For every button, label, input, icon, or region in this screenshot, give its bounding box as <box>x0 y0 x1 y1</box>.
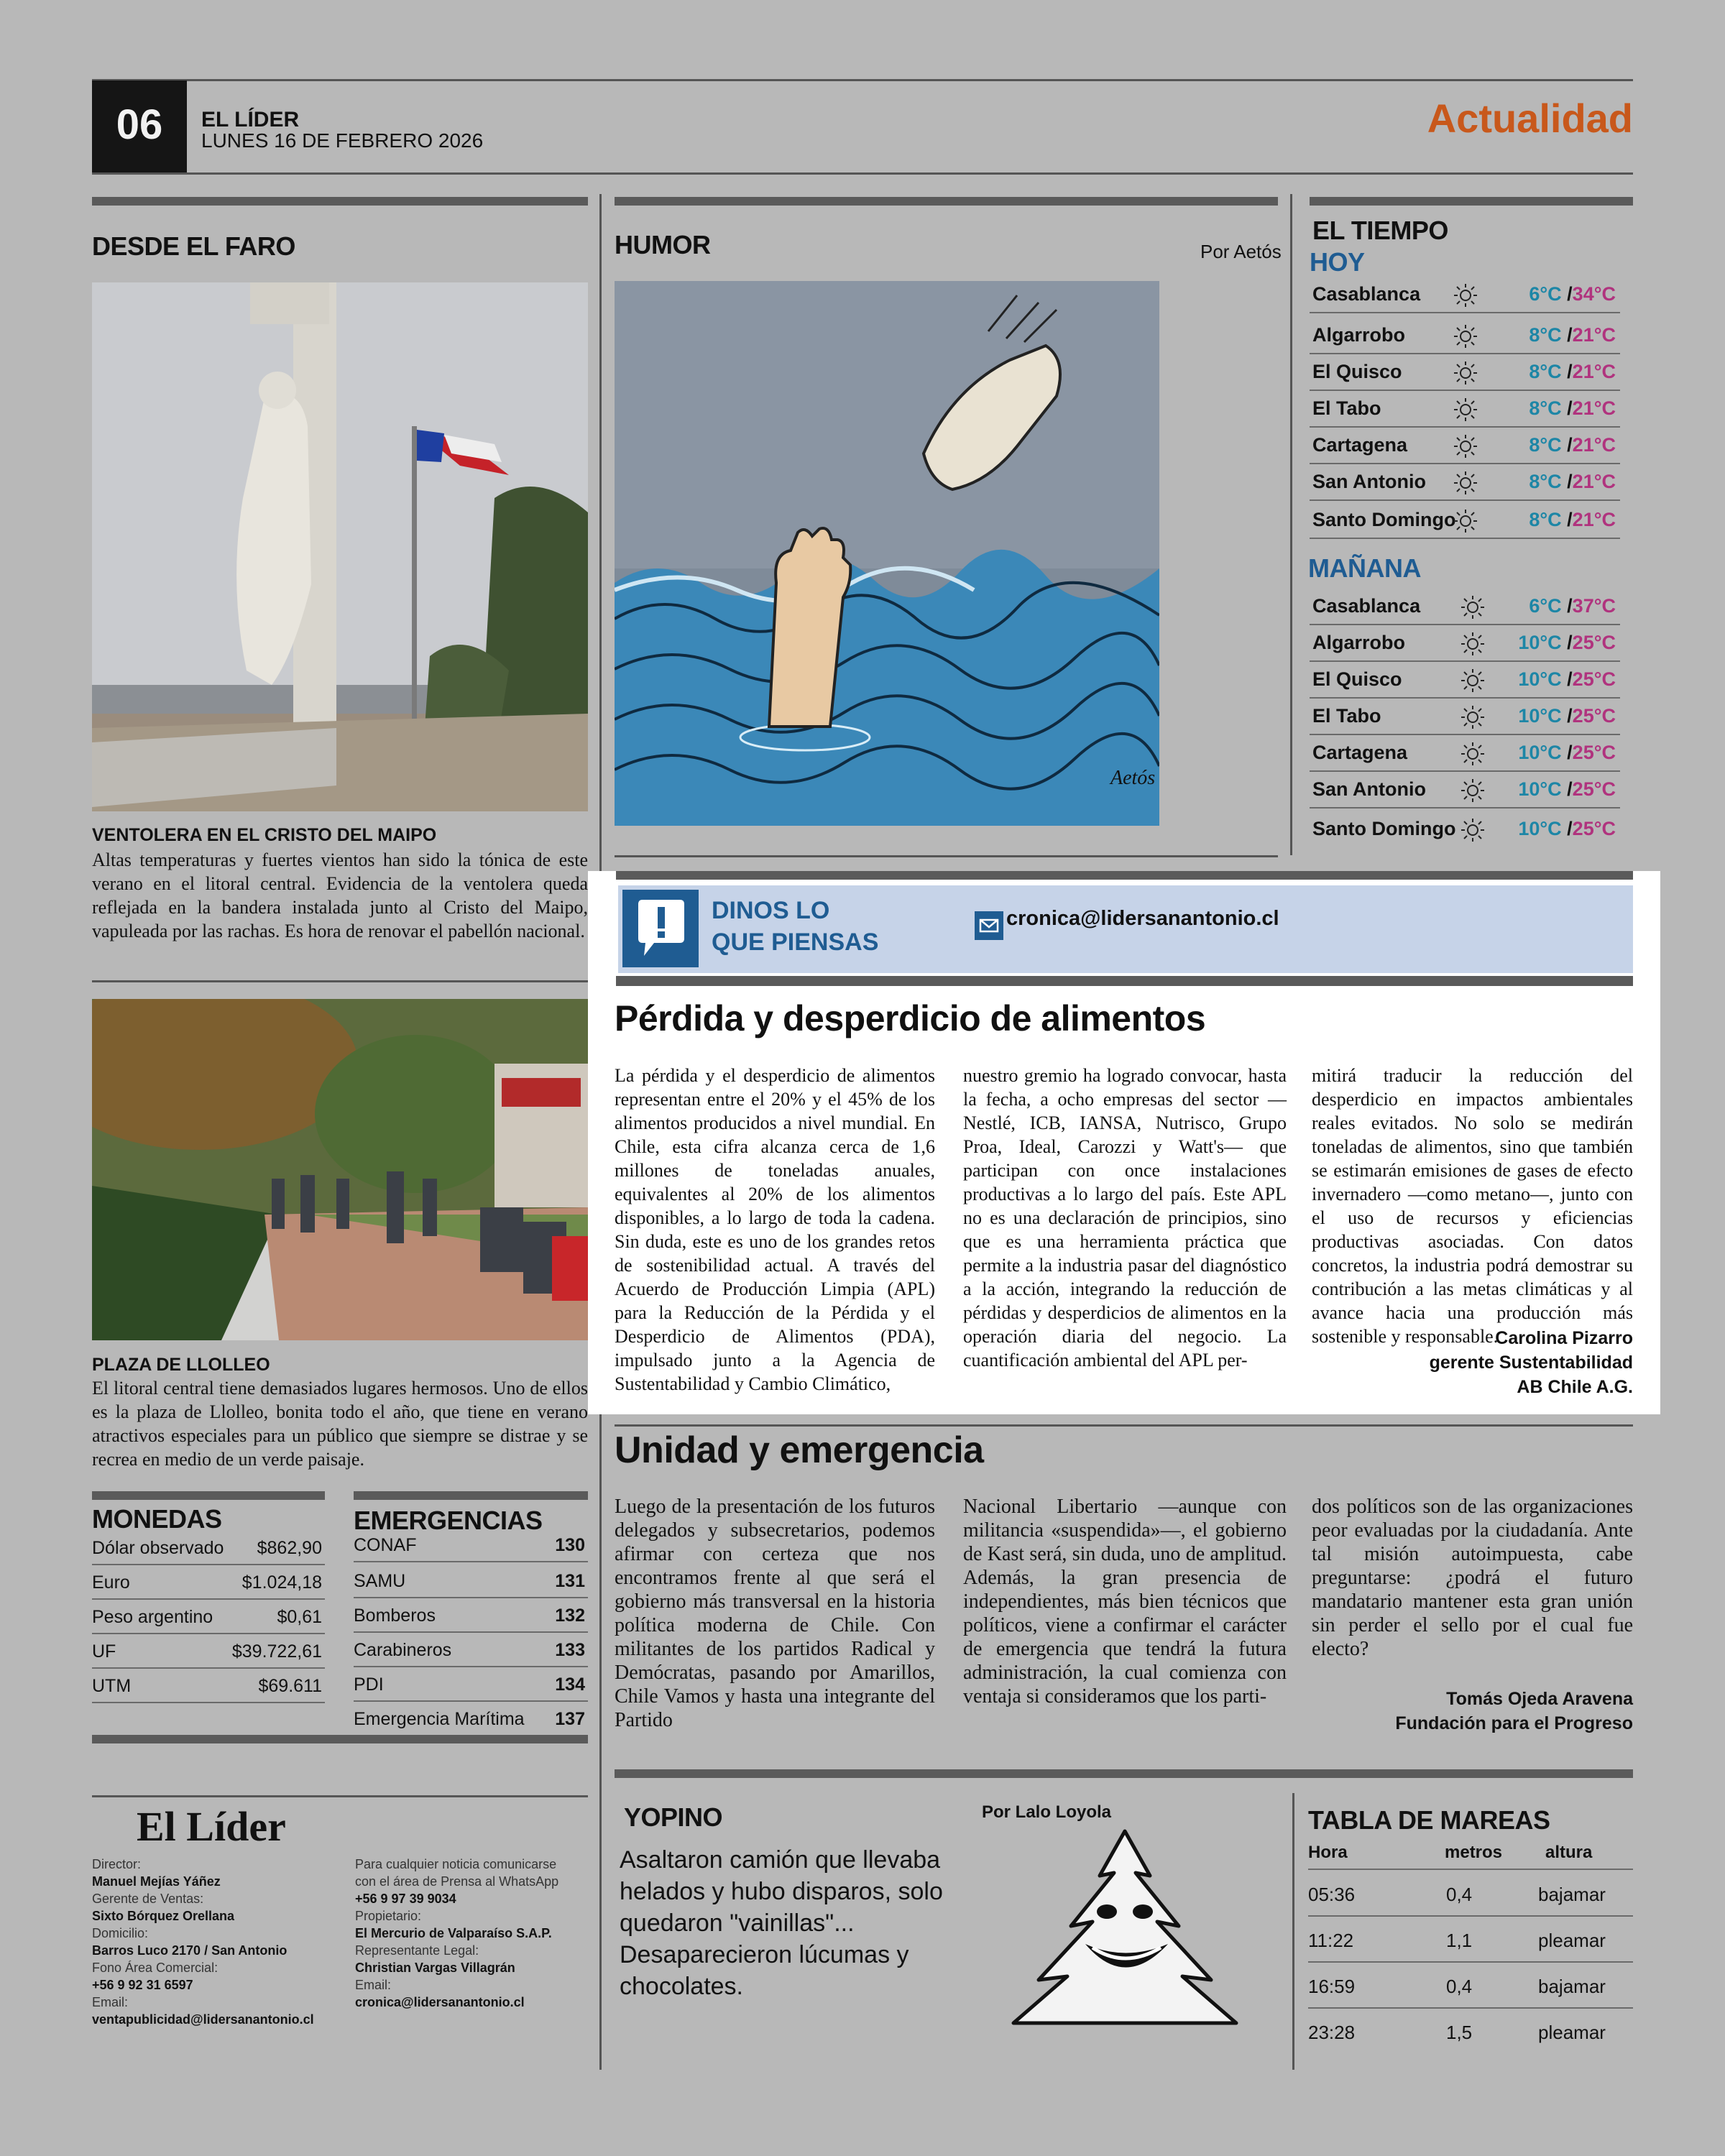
sun-icon <box>1460 705 1485 729</box>
yopino-text: Asaltaron camión que llevaba helados y hubo disparos, solo quedaron "vainillas"... Desaparecieron lúcumas y chocolates. <box>620 1846 943 2000</box>
marea-row: 16:59 0,4 bajamar <box>1308 1963 1633 2009</box>
sun-icon <box>1453 324 1478 349</box>
photo1-caption-text: Altas temperaturas y fuertes vientos han sido la tónica de este verano en el litoral central. Evidencia de la ventolera queda reflejada en la bandera instalada junto al Cristo del Maipo, vapuleada por las rachas. Es hora de renovar el pabellón nacional. <box>92 849 588 941</box>
letter1-title: Pérdida y desperdicio de alimentos <box>615 998 1206 1038</box>
cristo-maipo-photo <box>92 282 588 811</box>
weather-temp: 6°C /34°C <box>1529 283 1616 305</box>
weather-temp: 6°C /37°C <box>1529 595 1616 617</box>
sun-icon <box>1453 471 1478 495</box>
weather-temp: 10°C /25°C <box>1518 778 1616 800</box>
weather-temp: 10°C /25°C <box>1518 632 1616 653</box>
sun-icon <box>1460 632 1485 656</box>
weather-temp: 10°C /25°C <box>1518 818 1616 839</box>
sun-icon <box>1453 283 1478 308</box>
yopino-title: YOPINO <box>624 1802 723 1832</box>
humor-cartoon <box>615 281 1159 826</box>
weather-temp: 8°C /21°C <box>1529 397 1616 419</box>
emergencia-row: CONAF 130 <box>354 1532 588 1562</box>
emergencia-row: SAMU 131 <box>354 1564 588 1598</box>
sun-icon <box>1460 818 1485 842</box>
emergencia-row: Emergencia Marítima 137 <box>354 1702 588 1736</box>
sun-icon <box>1460 668 1485 693</box>
dinos-title-line1: DINOS LO <box>712 897 830 924</box>
moneda-row: Dólar observado $862,90 <box>92 1531 325 1565</box>
letter2-org: Fundación para el Progreso <box>1395 1713 1633 1733</box>
humor-signature: Aetós <box>1110 767 1156 789</box>
weather-title: EL TIEMPO <box>1312 216 1448 245</box>
sun-icon <box>1453 397 1478 422</box>
marea-row: 11:22 1,1 pleamar <box>1308 1917 1633 1963</box>
mareas-title: TABLA DE MAREAS <box>1308 1805 1550 1835</box>
staff-left: Director: Manuel Mejías Yáñez Gerente de Ventas: Sixto Bórquez Orellana Domicilio: Barros Luco 2170 / San Antonio Fono Área Comercial: +56 9 92 31 6597 Email: ventapublicidad@lidersanantonio.cl <box>92 1857 314 2027</box>
weather-temp: 8°C /21°C <box>1529 471 1616 492</box>
monedas-title: MONEDAS <box>92 1504 222 1534</box>
weather-row: El Tabo 8°C /21°C <box>1310 392 1620 428</box>
weather-row: San Antonio 10°C /25°C <box>1310 773 1620 808</box>
header-date: LUNES 16 DE FEBRERO 2026 <box>201 129 484 152</box>
yopino-author: Por Lalo Loyola <box>982 1802 1112 1822</box>
weather-row: El Tabo 10°C /25°C <box>1310 699 1620 735</box>
weather-temp: 8°C /21°C <box>1529 509 1616 530</box>
letter1-org: AB Chile A.G. <box>1517 1377 1633 1397</box>
photo2-caption-text: El litoral central tiene demasiados lugares hermosos. Uno de ellos es la plaza de Llolleo, bonita todo el año, que tiene en verano atractivos especiales para un público que siempre se distrae y se recrea en medio de un verde paisaje. <box>92 1378 588 1470</box>
sun-icon <box>1453 434 1478 459</box>
weather-temp: 8°C /21°C <box>1529 434 1616 456</box>
moneda-row: Peso argentino $0,61 <box>92 1600 325 1634</box>
weather-tomorrow-label: MAÑANA <box>1308 553 1421 583</box>
sun-icon <box>1460 595 1485 619</box>
staff-right: Para cualquier noticia comunicarse con el área de Prensa al WhatsApp +56 9 97 39 9034 Propietario: El Mercurio de Valparaíso S.A.P. Representante Legal: Christian Vargas Villagrán Email: cronica@lidersanantonio.cl <box>355 1857 559 2009</box>
mail-icon <box>975 911 1003 940</box>
weather-temp: 10°C /25°C <box>1518 668 1616 690</box>
weather-row: San Antonio 8°C /21°C <box>1310 465 1620 501</box>
emergencia-row: Bomberos 132 <box>354 1598 588 1633</box>
letter1-role: gerente Sustentabilidad <box>1429 1353 1633 1373</box>
moneda-row: UTM $69.611 <box>92 1669 325 1703</box>
desde-el-faro-title: DESDE EL FARO <box>92 231 295 261</box>
moneda-row: UF $39.722,61 <box>92 1634 325 1669</box>
sun-icon <box>1453 509 1478 533</box>
weather-row: Algarrobo 10°C /25°C <box>1310 626 1620 662</box>
letter2-title: Unidad y emergencia <box>615 1429 984 1471</box>
dinos-title-line2: QUE PIENSAS <box>712 929 879 956</box>
letter2-col3: dos políticos son de las organizaciones peor evaluadas por la ciudadanía. Ante tal misión autoimpuesta, cabe preguntarse: ¿podrá el futuro mandatario mantener esta gran unión sin perder el sello por el cual fue electo? <box>1312 1496 1633 1660</box>
plaza-llolleo-photo <box>92 999 588 1340</box>
weather-temp: 8°C /21°C <box>1529 361 1616 382</box>
photo2-caption-title: PLAZA DE LLOLLEO <box>92 1355 270 1375</box>
moneda-row: Euro $1.024,18 <box>92 1565 325 1600</box>
letter2-author: Tomás Ojeda Aravena <box>1446 1689 1633 1709</box>
humor-title: HUMOR <box>615 230 711 259</box>
weather-temp: 8°C /21°C <box>1529 324 1616 346</box>
section-title: Actualidad <box>1427 96 1633 141</box>
weather-today-label: HOY <box>1310 247 1365 277</box>
letter2-col2: Nacional Libertario —aunque con militancia «suspendida»—, el gobierno de Kast será, sin duda, uno de amplitud. Además, la gran presencia de independientes, más bien técnicos que políticos, viene a confirmar el carácter de emergencia que tendrá la futura administración, la cual comienza con ventaja si consideramos que los parti- <box>963 1496 1287 1708</box>
humor-author: Por Aetós <box>1200 241 1282 262</box>
marea-row: 05:36 0,4 bajamar <box>1308 1871 1633 1917</box>
emergencia-row: PDI 134 <box>354 1667 588 1702</box>
letter1-col2: nuestro gremio ha logrado convocar, hasta la fecha, a ocho empresas del sector —Nestlé, ICB, IANSA, Nutrisco, Grupo Proa, Ideal, Carozzi y Watt's— que participan con once instalaciones productivas a lo largo del país. Este APL no es una declaración de principios, sino que es una herramienta práctica que permite a la industria pasar del diagnóstico a la acción, integrando la reducción de pérdidas y desperdicios de alimentos en la operación diaria del negocio. La cuantificación ambiental del APL per- <box>963 1065 1287 1370</box>
sun-icon <box>1460 778 1485 803</box>
dinos-email-link[interactable]: cronica@lidersanantonio.cl <box>1006 907 1279 930</box>
weather-row: Cartagena 10°C /25°C <box>1310 736 1620 772</box>
photo1-caption-title: VENTOLERA EN EL CRISTO DEL MAIPO <box>92 825 437 845</box>
weather-row: Algarrobo 8°C /21°C <box>1310 318 1620 354</box>
weather-row: Santo Domingo 8°C /21°C <box>1310 503 1620 539</box>
letter1-author: Carolina Pizarro <box>1495 1328 1633 1348</box>
staff-logo: El Líder <box>137 1803 286 1850</box>
weather-row: Cartagena 8°C /21°C <box>1310 428 1620 464</box>
weather-row: El Quisco 8°C /21°C <box>1310 355 1620 391</box>
weather-temp: 10°C /25°C <box>1518 705 1616 727</box>
weather-row: Santo Domingo 10°C /25°C <box>1310 812 1620 847</box>
page-number: 06 <box>116 101 163 148</box>
pine-tree-cartoon <box>1006 1825 1243 2034</box>
weather-row: El Quisco 10°C /25°C <box>1310 663 1620 699</box>
letter1-col1: La pérdida y el desperdicio de alimentos representan entre el 20% y el 45% de los alimentos producidos a nivel mundial. En Chile, esta cifra alcanza cerca de 1,6 millones de toneladas anuales, equivalentes al 20% de los alimentos disponibles, a lo largo de toda la cadena. Sin duda, este es uno de los grandes retos de sostenibilidad actual. A través del Acuerdo de Producción Limpia (APL) para la Reducción de la Pérdida y el Desperdicio de Alimentos (PDA), impulsado junto a la Agencia de Sustentabilidad y Cambio Climático, <box>615 1065 935 1394</box>
letter1-col3: mitirá traducir la reducción del desperdicio en impactos ambientales reales evitados. No solo se medirán toneladas de alimentos, sino que también se estimarán emisiones de gases de efecto invernadero —como metano—, junto con el uso de recursos y eficiencias productivas asociadas. Con datos concretos, la industria podrá demostrar su contribución a las metas climáticas y al avance hacia una producción más sostenible y responsable. <box>1312 1065 1633 1347</box>
mareas-header: Hora metros altura <box>1308 1840 1633 1870</box>
letter2-col1: Luego de la presentación de los futuros delegados y subsecretarios, podemos afirmar con certeza que nos encontramos frente al que será el gobierno más transversal en la historia política moderna de Chile. Con militantes de los partidos Radical y Demócratas, pasando por Amarillos, Chile Vamos y hasta una integrante del Partido <box>615 1496 935 1731</box>
weather-row: Casablanca 6°C /34°C <box>1310 277 1620 313</box>
weather-temp: 10°C /25°C <box>1518 742 1616 763</box>
weather-row: Casablanca 6°C /37°C <box>1310 589 1620 625</box>
marea-row: 23:28 1,5 pleamar <box>1308 2022 1606 2043</box>
sun-icon <box>1460 742 1485 766</box>
paper-name: EL LÍDER <box>201 108 300 132</box>
sun-icon <box>1453 361 1478 385</box>
emergencias-title: EMERGENCIAS <box>354 1506 543 1535</box>
emergencia-row: Carabineros 133 <box>354 1633 588 1667</box>
speech-bubble-icon <box>635 897 687 960</box>
